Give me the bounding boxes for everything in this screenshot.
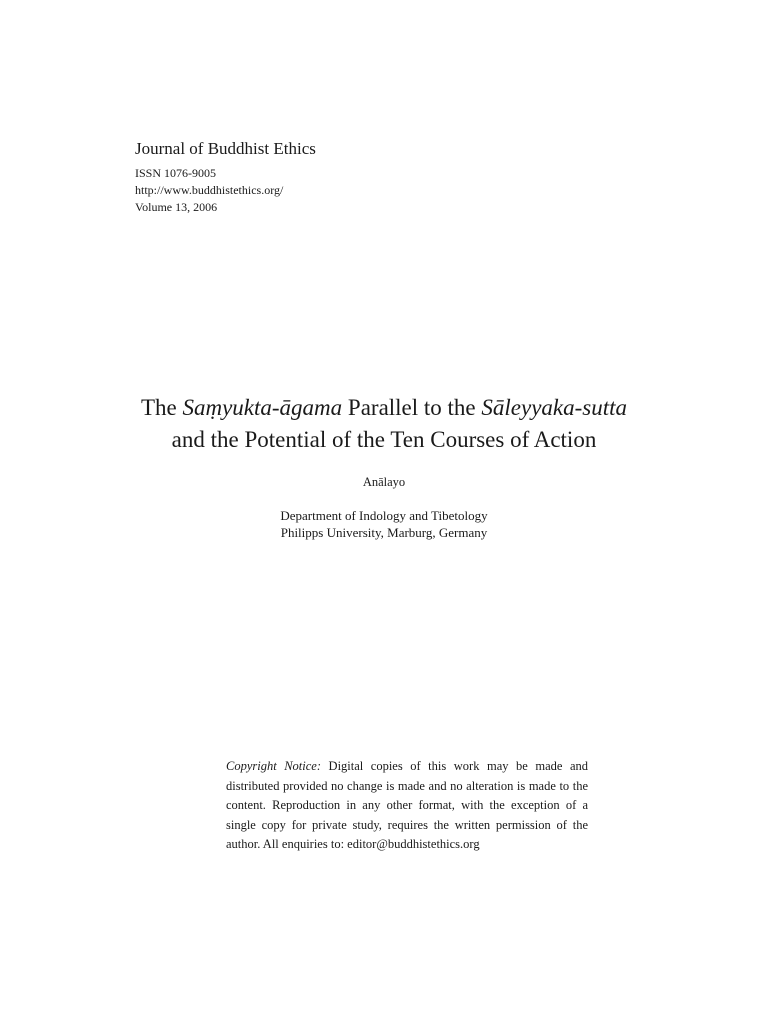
article-title-line-1 [60,392,708,424]
title-prefix: The [140,395,183,420]
journal-header [135,139,535,216]
author-name: Anālayo [362,475,406,489]
copyright-text: Digital copies of this work may be made and distributed provided no change is made and no alteration is made to the content. Reproduction in any other format, with the exception of a single copy for private study, requires the written permission of the author. All enquiries to: editor@buddhistethics.org [226,759,588,851]
journal-volume: Volume 13, 2006 [135,200,218,214]
journal-url[interactable]: http://www.buddhistethics.org/ [135,183,284,197]
title-middle: Parallel to the [342,395,482,420]
affiliation-university: Philipps University, Marburg, Germany [280,525,488,540]
author-affiliation [0,507,768,541]
copyright-notice [226,757,588,855]
title-italic-samyukta: Saṃyukta-āgama [182,395,343,420]
article-title [60,392,708,456]
article-title-line-2: and the Potential of the Ten Courses of Action [171,427,597,452]
title-italic-saleyyaka: Sāleyyaka-sutta [481,395,628,420]
affiliation-department: Department of Indology and Tibetology [280,508,488,523]
journal-title: Journal of Buddhist Ethics [135,139,316,158]
copyright-label: Copyright Notice: [226,759,322,773]
journal-issn: ISSN 1076-9005 [135,166,217,180]
